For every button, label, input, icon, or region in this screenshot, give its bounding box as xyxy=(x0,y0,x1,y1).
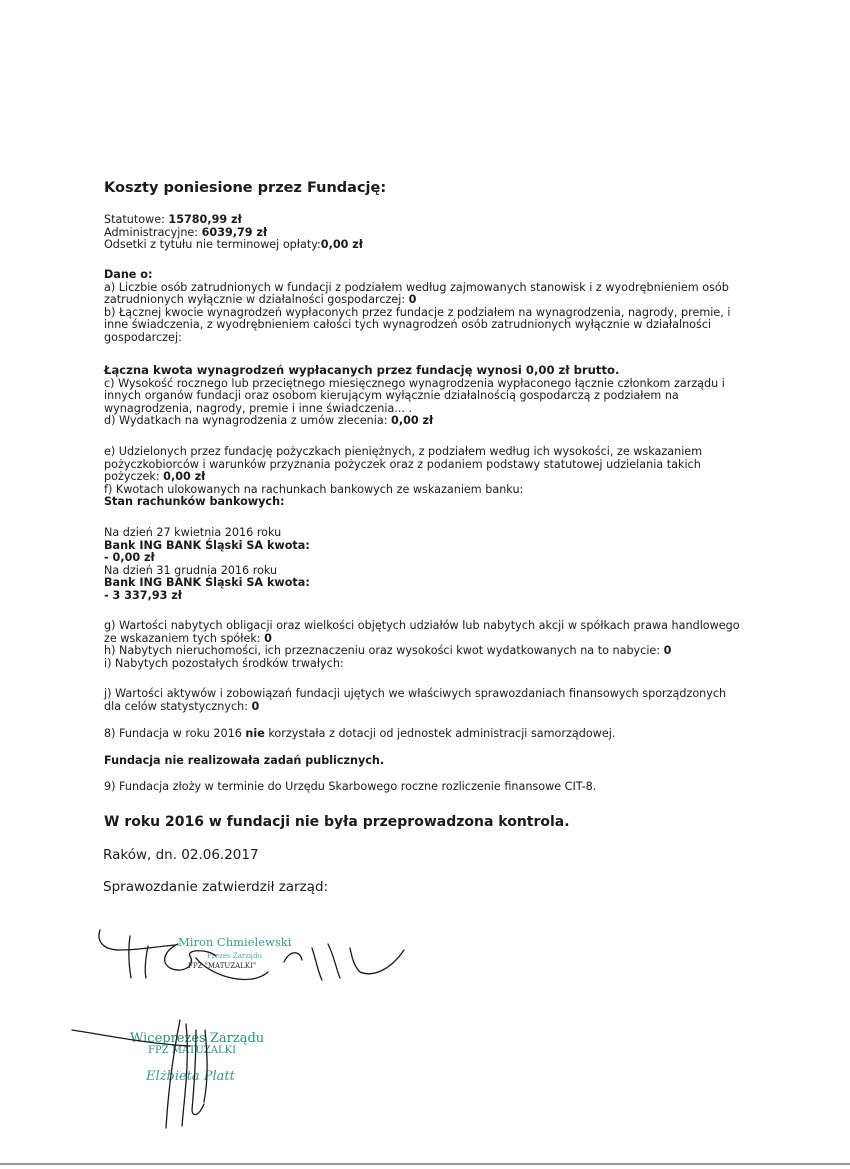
signature-2-stroke-d xyxy=(192,1030,204,1115)
acc1-date: Na dzień 27 kwietnia 2016 roku xyxy=(104,526,282,539)
signature-1-stroke-d xyxy=(165,944,216,970)
statutory-value: 15780,99 zł xyxy=(168,213,242,226)
data-heading: Dane o: xyxy=(104,268,153,281)
place-date: Raków, dn. 02.06.2017 xyxy=(103,847,259,863)
stamp-2-org: FPZ MATUZALKI xyxy=(148,1045,237,1056)
acc2-date: Na dzień 31 grudnia 2016 roku xyxy=(104,563,278,577)
signature-1-stroke-e xyxy=(196,958,268,979)
item-g: g) Wartości nabytych obligacji oraz wielkości objętych udziałów lub nabytych akcji w spółkach prawa handlowego ze wskazaniem tych spółek: 0 xyxy=(104,619,740,645)
interest-value: 0,00 zł xyxy=(320,238,363,252)
signature-1-stroke-g xyxy=(312,948,322,980)
item-d: d) Wydatkach na wynagrodzenia z umów zlecenia: 0,00 zł xyxy=(104,414,434,428)
approval-line: Sprawozdanie zatwierdził zarząd: xyxy=(103,879,329,895)
item-h: h) Nabytych nieruchomości, ich przeznaczeniu oraz wysokości kwot wydatkowanych na to nabycie: 0 xyxy=(104,644,672,658)
item-b: b) Łącznej kwocie wynagrodzeń wypłaconych przez fundacje z podziałem na wynagrodzenia, nagrody, premie, i inne świadczenia, z wyodrębnieniem całości tych wynagrodzeń osób zatrudnionych wyłącznie w działalności gospodarczej: xyxy=(104,305,731,344)
item-i: i) Nabytych pozostałych środków trwałych: xyxy=(104,656,344,670)
stamp-1-org: FPZ "MATUZALKI" xyxy=(188,962,257,970)
admin-value: 6039,79 zł xyxy=(201,225,268,239)
acc2-amount: - 3 337,93 zł xyxy=(104,588,182,602)
control-statement: W roku 2016 w fundacji nie była przeprowadzona kontrola. xyxy=(104,814,570,830)
page-bottom-edge xyxy=(0,1163,850,1165)
item-c: c) Wysokość rocznego lub przeciętnego miesięcznego wynagrodzenia wypłaconego łącznie członkom zarządu i innych organów fundacji oraz osobom kierującym wyłącznie działalnością gospodarczą z podziałem na wynagrodzenia, nagrody, premie i inne świadczenia... . xyxy=(104,376,725,415)
item-f: f) Kwotach ulokowanych na rachunkach bankowych ze wskazaniem banku: xyxy=(104,482,524,496)
stamp-2-name: Elżbieta Platt xyxy=(146,1069,235,1084)
point-9: 9) Fundacja złoży w terminie do Urzędu Skarbowego roczne rozliczenie finansowe CIT-8. xyxy=(104,780,597,793)
statutory-costs: Statutowe: 15780,99 zł xyxy=(104,213,242,226)
acc2-bank: Bank ING BANK Śląski SA kwota: xyxy=(104,576,310,590)
stamp-2-role: Wiceprezes Zarządu xyxy=(130,1031,265,1046)
signature-1-stroke-i xyxy=(350,948,404,974)
signature-1-stroke-a xyxy=(99,930,176,950)
signature-1-stroke-c xyxy=(145,946,148,978)
signature-1-stroke-h xyxy=(328,944,340,978)
signature-2-stroke-a xyxy=(72,1030,190,1046)
stamp-1-role: Prezes Zarządu xyxy=(207,952,263,960)
signature-1-stroke-b xyxy=(129,936,131,978)
signature-1-stroke-f xyxy=(284,953,302,962)
stamp-1-name: Miron Chmielewski xyxy=(178,935,292,949)
signature-2-stroke-b xyxy=(166,1020,180,1128)
item-j: j) Wartości aktywów i zobowiązań fundacji ujętych we właściwych sprawozdaniach finansowych sporządzonych dla celów statystycznych: 0 xyxy=(104,687,727,713)
admin-costs: Administracyjne: 6039,79 zł xyxy=(104,225,268,239)
page-title: Koszty poniesione przez Fundację: xyxy=(104,180,387,196)
point-8: 8) Fundacja w roku 2016 nie korzystała z dotacji od jednostek administracji samorządowej. xyxy=(104,727,616,740)
public-tasks: Fundacja nie realizowała zadań publicznych. xyxy=(104,754,385,767)
item-a: a) Liczbie osób zatrudnionych w fundacji z podziałem według zajmowanych stanowisk i z wyodrębnieniem osób zatrudnionych wyłącznie w działalności gospodarczej: 0 xyxy=(104,280,729,307)
signature-2-stroke-e xyxy=(204,1030,207,1102)
acc1-amount: - 0,00 zł xyxy=(104,551,155,565)
item-e: e) Udzielonych przez fundację pożyczkach pieniężnych, z podziałem według ich wysokości, ze wskazaniem pożyczkobiorców i warunków przyznania pożyczek oraz z podaniem podstawy statutowej udzielania takich pożyczek: 0,00 zł xyxy=(104,445,703,484)
accounts-heading: Stan rachunków bankowych: xyxy=(104,495,285,509)
total-salary: Łączna kwota wynagrodzeń wypłacanych przez fundację wynosi 0,00 zł brutto. xyxy=(104,363,620,377)
interest-costs: Odsetki z tytułu nie terminowej opłaty:0,00 zł xyxy=(104,238,363,252)
signature-2-stroke-c xyxy=(182,1024,187,1126)
acc1-bank: Bank ING BANK Śląski SA kwota: xyxy=(104,538,310,552)
